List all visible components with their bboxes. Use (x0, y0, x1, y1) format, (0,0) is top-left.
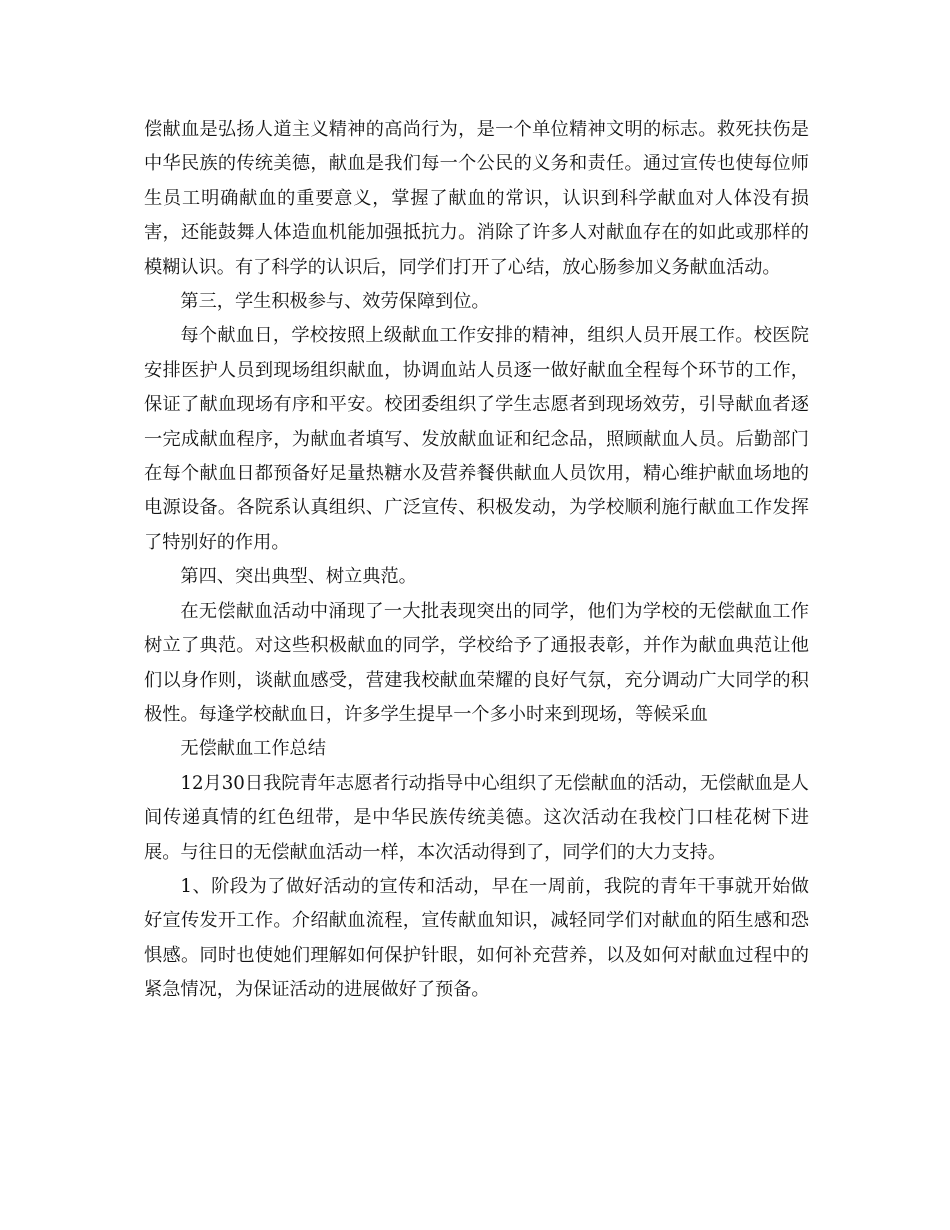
document-body (144, 113, 809, 1008)
paragraph-donation-day-organization: 每个献血日，学校按照上级献血工作安排的精神，组织人员开展工作。校医院安排医护人员到现场组织献血，协调血站人员逐一做好献血全程每个环节的工作，保证了献血现场有序和平安。校团委组织了学生志愿者到现场效劳，引导献血者逐一完成献血程序，为献血者填写、发放献血证和纪念品，照顾献血人员。后勤部门在每个献血日都预备好足量热糖水及营养餐供献血人员饮用，精心维护献血场地的电源设备。各院系认真组织、广泛宣传、积极发动，为学校顺利施行献血工作发挥了特别好的作用。 (144, 325, 809, 553)
paragraph-december-event: 12月30日我院青年志愿者行动指导中心组织了无偿献血的活动，无偿献血是人间传递真情的红色纽带，是中华民族传统美德。这次活动在我校门口桂花树下进展。与往日的无偿献血活动一样，本次活动得到了，同学们的大力支持。 (144, 772, 809, 863)
paragraph-outstanding-students: 在无偿献血活动中涌现了一大批表现突出的同学，他们为学校的无偿献血工作树立了典范。对这些积极献血的同学，学校给予了通报表彰，并作为献血典范让他们以身作则，谈献血感受，营建我校献血荣耀的良好气氛，充分调动广大同学的积极性。每逢学校献血日，许多学生提早一个多小时来到现场，等候采血 (144, 600, 809, 725)
heading-fourth-role-models: 第四、突出典型、树立典范。 (180, 566, 417, 588)
heading-third-student-participation: 第三，学生积极参与、效劳保障到位。 (180, 291, 490, 313)
section-title-donation-summary: 无偿献血工作总结 (180, 738, 326, 760)
paragraph-blood-donation-significance: 偿献血是弘扬人道主义精神的高尚行为，是一个单位精神文明的标志。救死扶伤是中华民族的传统美德，献血是我们每一个公民的义务和责任。通过宣传也使每位师生员工明确献血的重要意义，掌握了献血的常识，认识到科学献血对人体没有损害，还能鼓舞人体造血机能加强抵抗力。消除了许多人对献血存在的如此或那样的模糊认识。有了科学的认识后，同学们打开了心结，放心肠参加义务献血活动。 (144, 119, 809, 278)
paragraph-stage-one-publicity: 1、阶段为了做好活动的宣传和活动，早在一周前，我院的青年干事就开始做好宣传发开工作。介绍献血流程，宣传献血知识，减轻同学们对献血的陌生感和恐惧感。同时也使她们理解如何保护针眼，如何补充营养，以及如何对献血过程中的紧急情况，为保证活动的进展做好了预备。 (144, 875, 809, 1001)
